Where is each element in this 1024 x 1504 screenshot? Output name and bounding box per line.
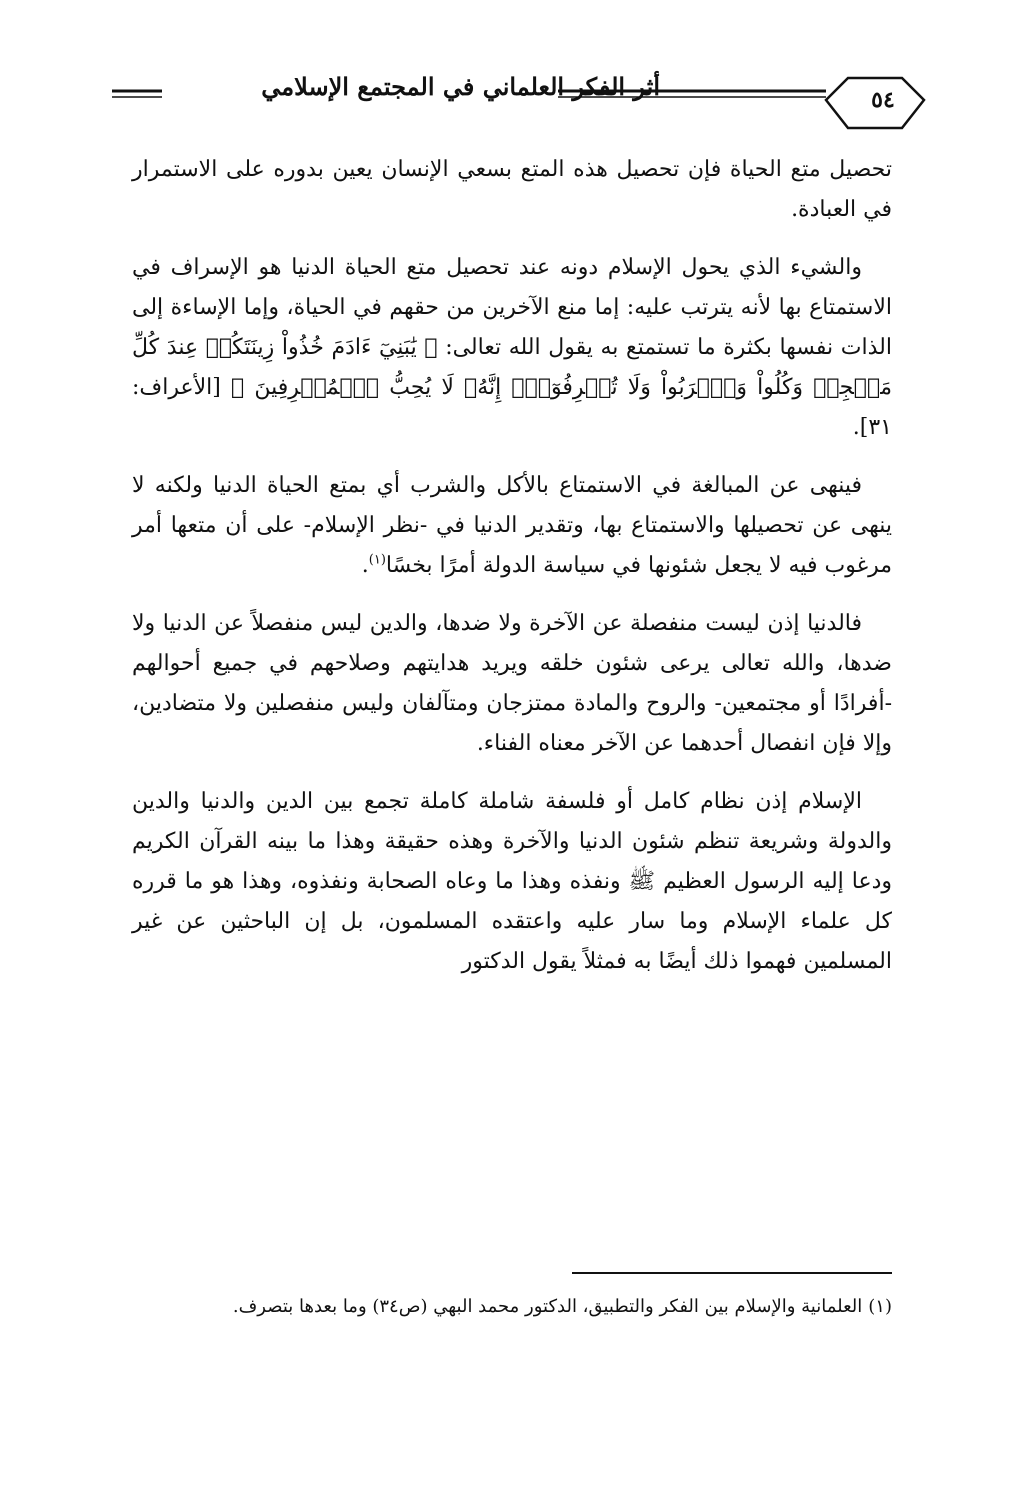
paragraph-2-text: والشيء الذي يحول الإسلام دونه عند تحصيل متع الحياة الدنيا هو الإسراف في الاستمتاع بها لأنه يترتب عليه: إما منع الآخرين من حقهم في الحياة، وإما الإساءة إلى الذات نفسها بكثرة ما تستمتع به يقول الله تعالى: xyxy=(132,255,892,360)
paragraph-3 xyxy=(132,466,892,586)
footnote-divider xyxy=(572,1272,892,1274)
paragraph-2 xyxy=(132,248,892,448)
running-header xyxy=(110,66,930,136)
verse-reference: [الأعراف: ٣١]. xyxy=(132,375,892,440)
page-number: ٥٤ xyxy=(871,87,895,113)
footnote xyxy=(132,1290,892,1324)
main-text xyxy=(132,150,892,1000)
paragraph-3-end: . xyxy=(361,553,369,578)
paragraph-1: تحصيل متع الحياة فإن تحصيل هذه المتع بسعي الإنسان يعين بدوره على الاستمرار في العبادة. xyxy=(132,157,892,222)
paragraph-3-text: فينهى عن المبالغة في الاستمتاع بالأكل والشرب أي بمتع الحياة الدنيا ولكنه لا ينهى عن تحصيلها والاستمتاع بها، وتقدير الدنيا في -نظر الإسلام- على أن متعها أمر مرغوب فيه لا يجعل شئونها في سياسة الدولة أمرًا بخسًا xyxy=(132,473,892,578)
footnote-text: العلمانية والإسلام بين الفكر والتطبيق، الدكتور محمد البهي (ص٣٤) وما بعدها بتصرف. xyxy=(232,1296,863,1317)
running-title: أثر الفكر العلماني في المجتمع الإسلامي xyxy=(261,72,660,101)
paragraph-4: فالدنيا إذن ليست منفصلة عن الآخرة ولا ضدها، والدين ليس منفصلاً عن الدنيا ولا ضدها، والله تعالى يرعى شئون خلقه ويريد هدايتهم وصلاحهم في جميع أحوالهم -أفرادًا أو مجتمعين- والروح والمادة ممتزجان ومتآلفان وليس منفصلين ولا متضادين، وإلا فإن انفصال أحدهما عن الآخر معناه الفناء. xyxy=(132,611,892,756)
footnote-reference[interactable]: (١) xyxy=(368,552,386,568)
quran-verse: ﴿ يَٰبَنِيٓ ءَادَمَ خُذُواْ زِينَتَكُمۡ عِندَ كُلِّ مَسۡجِدٖ وَكُلُواْ وَٱشۡرَبُواْ وَلَا تُسۡرِفُوٓاْۚ إِنَّهُۥ لَا يُحِبُّ ٱلۡمُسۡرِفِينَ ﴾ xyxy=(132,335,892,400)
footnote-number: (١) xyxy=(868,1296,892,1317)
paragraph-5: الإسلام إذن نظام كامل أو فلسفة شاملة كاملة تجمع بين الدين والدنيا والدين والدولة وشريعة تنظم شئون الدنيا والآخرة وهذه حقيقة وهذا ما بينه القرآن الكريم ودعا إليه الرسول العظيم ﷺ ونفذه وهذا ما وعاه الصحابة ونفذوه، وهذا هو ما قرره كل علماء الإسلام وما سار عليه واعتقده المسلمون، بل إن الباحثين عن غير المسلمين فهموا ذلك أيضًا به فمثلاً يقول الدكتور xyxy=(132,789,892,974)
